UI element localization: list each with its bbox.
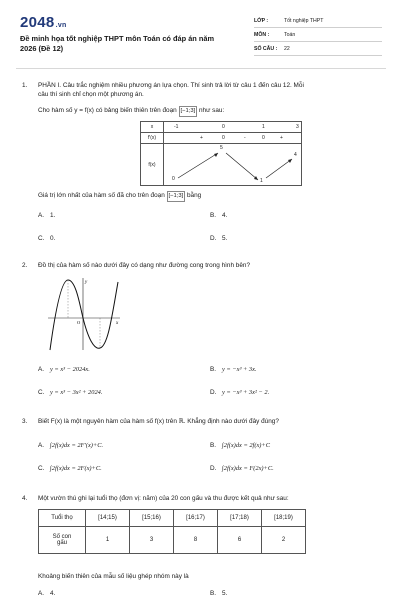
table-cell: [14;15) bbox=[86, 510, 130, 527]
meta-subject-label: MÔN : bbox=[254, 32, 270, 38]
y-axis-label: y bbox=[85, 280, 88, 285]
answer-option-d[interactable]: D. ∫2f(x)dx = F(2x)+C. bbox=[210, 465, 274, 472]
sign: + bbox=[200, 135, 203, 141]
answer-option-c[interactable]: C. 0. bbox=[38, 235, 56, 242]
f-label: f(x) bbox=[141, 144, 164, 186]
question-number: 1. bbox=[22, 82, 28, 89]
answer-option-b[interactable]: B. y = −x³ + 3x. bbox=[210, 366, 257, 373]
table-cell: 8 bbox=[174, 527, 218, 554]
frequency-table bbox=[38, 509, 306, 554]
x-label: x bbox=[141, 122, 164, 133]
variation-arrows bbox=[164, 144, 304, 186]
question-number: 3. bbox=[22, 418, 28, 425]
answer-option-b[interactable]: B. 4. bbox=[210, 212, 228, 219]
table-cell: 1 bbox=[86, 527, 130, 554]
q4-question: Khoảng biến thiên của mẫu số liệu ghép nhóm này là bbox=[38, 573, 189, 580]
site-logo[interactable]: 2048.vn bbox=[20, 14, 67, 31]
answer-option-a[interactable]: A. ∫2f(x)dx = 2F'(x)+C. bbox=[38, 442, 104, 449]
answer-option-d[interactable]: D. y = −x³ + 3x² − 2. bbox=[210, 389, 270, 396]
answer-option-d[interactable]: D. 5. bbox=[210, 235, 228, 242]
table-cell: 6 bbox=[218, 527, 262, 554]
answer-option-a[interactable]: A. y = x³ − 2024x. bbox=[38, 366, 90, 373]
x-axis-label: x bbox=[116, 321, 119, 326]
q1-question: Giá trị lớn nhất của hàm số đã cho trên đoạn [−1;3] bằng bbox=[38, 191, 201, 202]
sign: - bbox=[244, 135, 246, 141]
f-value: 1 bbox=[260, 178, 263, 184]
origin-label: O bbox=[77, 320, 81, 325]
meta-divider bbox=[254, 55, 382, 56]
table-cell: 3 bbox=[130, 527, 174, 554]
answer-option-a[interactable]: A. 1. bbox=[38, 212, 56, 219]
curve bbox=[50, 280, 118, 350]
q3-stem: Biết F(x) là một nguyên hàm của hàm số f(x) trên ℝ. Khẳng định nào dưới đây đúng? bbox=[38, 418, 279, 425]
part1-intro: PHẦN I. Câu trắc nghiệm nhiều phương án lựa chọn. Thí sinh trả lời từ câu 1 đến câu 12. Mỗi câu thí sinh chỉ chọn một phương án. bbox=[38, 82, 304, 98]
meta-divider bbox=[254, 27, 382, 28]
f-value: 4 bbox=[294, 152, 297, 158]
document-title: Đề minh họa tốt nghiệp THPT môn Toán có đáp án năm 2026 (Đề 12) bbox=[20, 34, 215, 53]
question-number: 4. bbox=[22, 495, 28, 502]
x-value: 0 bbox=[222, 124, 225, 130]
q2-stem: Đồ thị của hàm số nào dưới đây có dạng như đường cong trong hình bên? bbox=[38, 262, 251, 269]
table-cell: [16;17) bbox=[174, 510, 218, 527]
x-value: 1 bbox=[262, 124, 265, 130]
x-value: -1 bbox=[174, 124, 179, 130]
x-value: 3 bbox=[296, 124, 299, 130]
table-cell: [18;19) bbox=[262, 510, 306, 527]
meta-class-label: LỚP : bbox=[254, 18, 269, 24]
fprime-label: f'(x) bbox=[141, 133, 164, 144]
q1-stem: Cho hàm số y = f(x) có bảng biến thiên trên đoạn [−1;3] như sau: bbox=[38, 106, 224, 117]
variation-table bbox=[140, 121, 302, 186]
table-cell: 2 bbox=[262, 527, 306, 554]
answer-option-b[interactable]: B. 5. bbox=[210, 590, 228, 597]
question-number: 2. bbox=[22, 262, 28, 269]
f-value: 5 bbox=[220, 145, 223, 151]
meta-divider bbox=[254, 41, 382, 42]
table-row-header: Số con gấu bbox=[39, 527, 86, 554]
table-cell: [15;16) bbox=[130, 510, 174, 527]
header-divider bbox=[16, 68, 386, 69]
f-value: 0 bbox=[172, 176, 175, 182]
meta-count-value: 22 bbox=[284, 46, 290, 52]
cubic-graph bbox=[46, 276, 122, 352]
q4-stem: Một vườn thú ghi lại tuổi thọ (đơn vị: năm) của 20 con gấu và thu được kết quả như sau: bbox=[38, 495, 289, 502]
table-row-header: Tuổi thọ bbox=[39, 510, 86, 527]
sign: + bbox=[280, 135, 283, 141]
meta-count-label: SỐ CÂU : bbox=[254, 46, 278, 52]
answer-option-c[interactable]: C. y = x³ − 3x² + 2024. bbox=[38, 389, 103, 396]
meta-subject-value: Toán bbox=[284, 32, 296, 38]
answer-option-a[interactable]: A. 4. bbox=[38, 590, 56, 597]
sign: 0 bbox=[222, 135, 225, 141]
table-cell: [17;18) bbox=[218, 510, 262, 527]
answer-option-c[interactable]: C. ∫2f(x)dx = 2F(x)+C. bbox=[38, 465, 102, 472]
answer-option-b[interactable]: B. ∫2f(x)dx = 2f(x)+C bbox=[210, 442, 270, 449]
meta-class-value: Tốt nghiệp THPT bbox=[284, 18, 324, 24]
sign: 0 bbox=[262, 135, 265, 141]
